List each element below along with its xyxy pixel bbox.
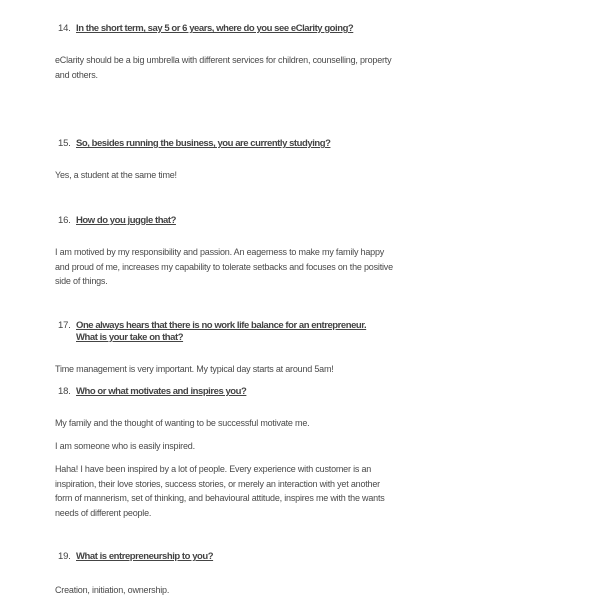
- answer-paragraph: My family and the thought of wanting to be successful motivate me.: [55, 418, 310, 428]
- question-number: 19.: [58, 551, 71, 562]
- question-number: 17.: [58, 320, 71, 331]
- question-text: So, besides running the business, you are currently studying?: [76, 138, 331, 149]
- question-text: How do you juggle that?: [76, 215, 176, 226]
- question-heading: [58, 23, 353, 35]
- answer-paragraph: Creation, initiation, ownership.: [55, 585, 170, 595]
- question-number: 18.: [58, 386, 71, 397]
- question-heading: [58, 386, 246, 398]
- question-text: Who or what motivates and inspires you?: [76, 386, 247, 397]
- question-heading: [58, 320, 366, 344]
- question-text-line-1: One always hears that there is no work life balance for an entrepreneur.: [76, 320, 367, 331]
- question-heading: [58, 215, 176, 227]
- question-heading: [58, 551, 213, 563]
- question-number: 16.: [58, 215, 71, 226]
- answer-paragraph: Yes, a student at the same time!: [55, 170, 177, 180]
- question-text-line-2: What is your take on that?: [76, 332, 184, 343]
- question-text: What is entrepreneurship to you?: [76, 551, 214, 562]
- answer-paragraph: eClarity should be a big umbrella with different services for children, counselling, property and others.: [55, 55, 392, 80]
- answer-paragraph: Haha! I have been inspired by a lot of people. Every experience with customer is an inspiration, their love stories, success stories, or merely an interaction with yet another form of mannerism, set of thinking, and behavioural attitude, inspires me with the wants needs of different people.: [55, 464, 385, 518]
- answer-paragraph: Time management is very important. My typical day starts at around 5am!: [55, 364, 334, 374]
- answer-paragraph: I am someone who is easily inspired.: [55, 441, 195, 451]
- question-text: In the short term, say 5 or 6 years, where do you see eClarity going?: [76, 23, 354, 34]
- question-number: 14.: [58, 23, 71, 34]
- answer-paragraph: I am motived by my responsibility and passion. An eagerness to make my family happy and proud of me, increases my capability to tolerate setbacks and focuses on the positive side of things.: [55, 247, 393, 286]
- question-number: 15.: [58, 138, 71, 149]
- question-heading: [58, 138, 330, 150]
